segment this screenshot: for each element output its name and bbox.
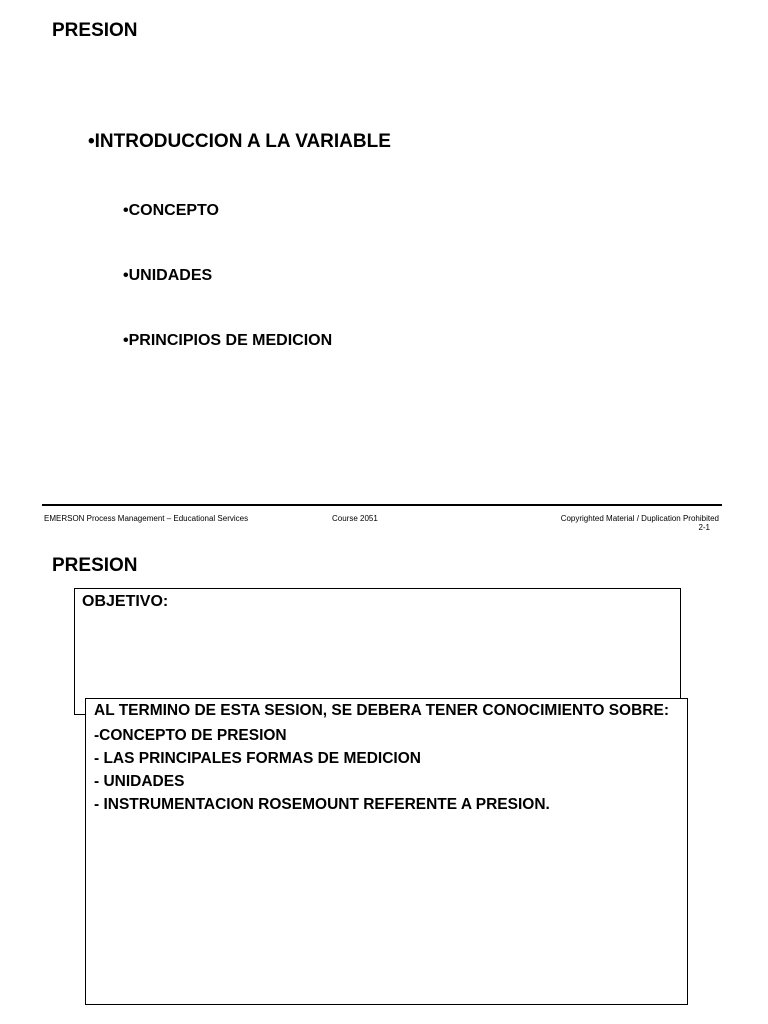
sub-bullet-principios: •PRINCIPIOS DE MEDICION: [123, 332, 333, 349]
footer-copyright: Copyrighted Material / Duplication Prohibited: [560, 514, 719, 523]
objective-intro: AL TERMINO DE ESTA SESION, SE DEBERA TENER CONOCIMIENTO SOBRE:: [94, 702, 669, 719]
objective-item-instrumentacion: - INSTRUMENTACION ROSEMOUNT REFERENTE A PRESION.: [94, 796, 550, 813]
objective-box: [74, 588, 681, 715]
footer-page-number: 2-1: [698, 523, 710, 532]
objective-item-concepto: -CONCEPTO DE PRESION: [94, 727, 287, 744]
footer-right-block: [561, 514, 719, 532]
sub-bullet-concepto: •CONCEPTO: [123, 202, 219, 219]
objective-label: OBJETIVO:: [82, 593, 169, 610]
slide1-title: PRESION: [52, 20, 138, 41]
footer-divider: [42, 504, 722, 506]
footer-company: EMERSON Process Management – Educational Services: [44, 514, 249, 523]
footer-course: Course 2051: [332, 514, 378, 523]
slide2-title: PRESION: [52, 555, 138, 576]
objective-item-unidades: - UNIDADES: [94, 773, 185, 790]
main-bullet: •INTRODUCCION A LA VARIABLE: [88, 131, 391, 152]
sub-bullet-unidades: •UNIDADES: [123, 267, 213, 284]
objective-content-box: [85, 698, 688, 1005]
objective-item-formas: - LAS PRINCIPALES FORMAS DE MEDICION: [94, 750, 421, 767]
